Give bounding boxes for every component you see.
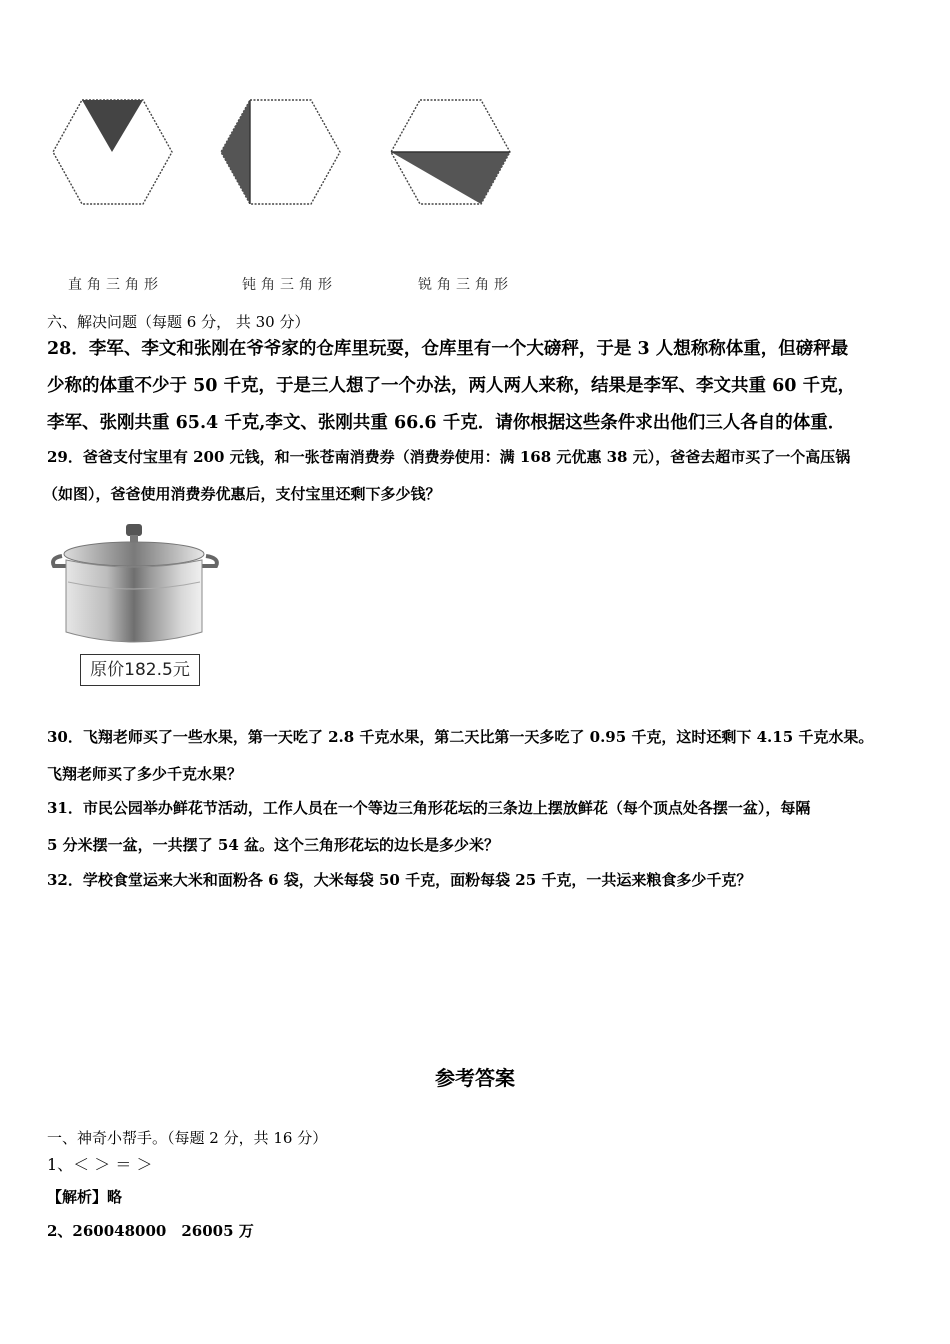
shaded-acute-triangle <box>391 152 510 204</box>
q31-line1: 31．市民公园举办鲜花节活动，工作人员在一个等边三角形花坛的三条边上摆放鲜花（每个顶点处各摆一盆），每隔 <box>47 799 811 817</box>
price-label-box: 原价182.5元 <box>80 654 200 686</box>
answers-title: 参考答案 <box>435 1066 515 1090</box>
caption-obtuse-triangle: 钝角三角形 <box>242 277 337 293</box>
section6-heading: 六、解决问题（每题 6 分， 共 30 分） <box>47 313 310 331</box>
q30-line1: 30．飞翔老师买了一些水果，第一天吃了 2.8 千克水果，第二天比第一天多吃了 0.95 千克，这时还剩下 4.15 千克水果。 <box>47 728 874 746</box>
caption-acute-triangle: 锐角三角形 <box>418 277 513 293</box>
answers-section1-heading: 一、神奇小帮手。（每题 2 分，共 16 分） <box>47 1129 328 1147</box>
hexagon-figures <box>40 88 560 298</box>
shaded-right-triangle <box>82 100 143 152</box>
q29-line1: 29．爸爸支付宝里有 200 元钱，和一张苍南消费券（消费券使用：满 168 元优惠 38 元），爸爸去超市买了一个高压锅 <box>47 448 851 466</box>
q31-line2: 5 分米摆一盆，一共摆了 54 盆。这个三角形花坛的边长是多少米？ <box>47 836 499 854</box>
q29-line2: （如图），爸爸使用消费券优惠后，支付宝里还剩下多少钱？ <box>43 485 441 503</box>
q28-line1: 28．李军、李文和张刚在爷爷家的仓库里玩耍，仓库里有一个大磅秤，于是 3 人想称称体重，但磅秤最 <box>47 339 849 359</box>
q32-line1: 32．学校食堂运来大米和面粉各 6 袋，大米每袋 50 千克，面粉每袋 25 千克，一共运来粮食多少千克？ <box>47 871 752 889</box>
answer-2: 2、260048000 26005 万 <box>47 1222 254 1240</box>
answer-1: 1、＜ ＞ ＝ ＞ <box>47 1155 153 1174</box>
answer-1-analysis: 【解析】略 <box>47 1188 123 1206</box>
hexagon-obtuse-triangle <box>218 96 343 208</box>
caption-right-triangle: 直角三角形 <box>68 277 163 293</box>
shaded-obtuse-triangle <box>221 100 250 204</box>
q28-line2: 少称的体重不少于 50 千克，于是三人想了一个办法，两人两人来称，结果是李军、李文共重 60 千克， <box>47 376 856 396</box>
hexagon-right-triangle <box>50 96 175 208</box>
q28-line3: 李军、张刚共重 65.4 千克,李文、张刚共重 66.6 千克．请你根据这些条件求出他们三人各自的体重． <box>47 413 846 433</box>
q30-line2: 飞翔老师买了多少千克水果？ <box>47 765 243 783</box>
pressure-cooker-icon <box>48 520 228 655</box>
hexagon-acute-triangle <box>388 96 513 208</box>
